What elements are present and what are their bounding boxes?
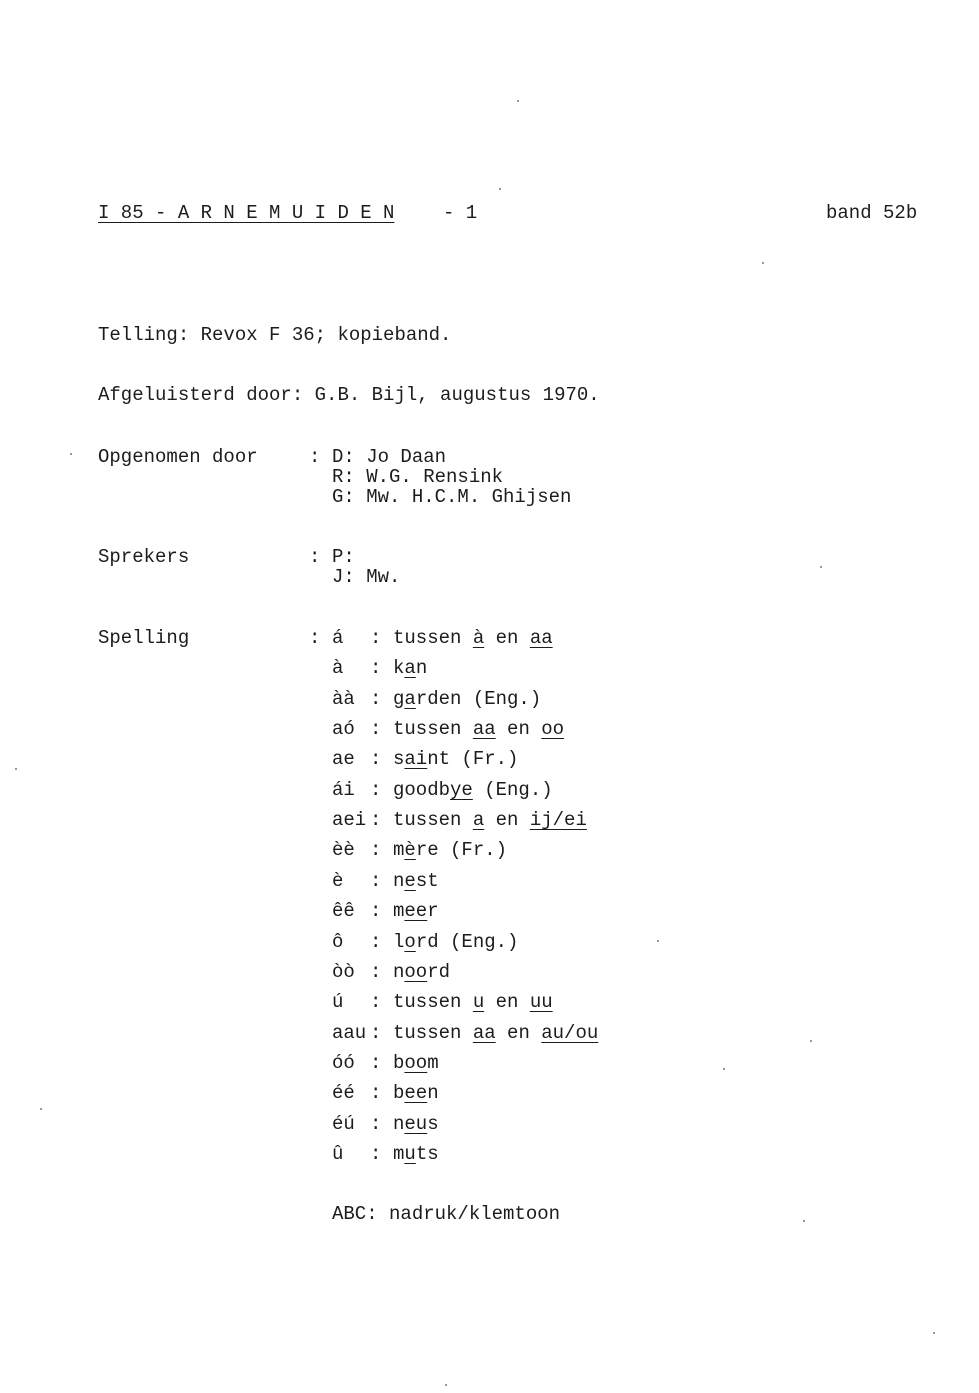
spelling-example bbox=[393, 1053, 439, 1073]
example-text: m bbox=[393, 900, 405, 922]
underlined-sound: aa bbox=[472, 718, 496, 740]
underlined-sound: à bbox=[472, 627, 485, 649]
example-text: (Eng.) bbox=[472, 779, 553, 801]
spelling-example bbox=[393, 780, 553, 800]
scan-speck bbox=[40, 1108, 42, 1110]
example-text: en bbox=[484, 809, 530, 831]
scan-speck bbox=[499, 188, 501, 190]
spelling-example bbox=[393, 658, 427, 678]
example-text: b bbox=[393, 1082, 405, 1104]
spelling-example bbox=[393, 871, 439, 891]
example-text: k bbox=[393, 657, 405, 679]
underlined-sound: è bbox=[404, 839, 416, 861]
spelling-colon: : bbox=[309, 627, 321, 649]
spelling-separator: : bbox=[370, 931, 382, 953]
spelling-symbol: è bbox=[332, 870, 344, 892]
example-text: nt (Fr.) bbox=[427, 748, 519, 770]
underlined-sound: a bbox=[404, 688, 416, 710]
underlined-sound: au/ou bbox=[541, 1022, 599, 1044]
spelling-separator: : bbox=[370, 627, 382, 649]
afgeluisterd-line: Afgeluisterd door: G.B. Bijl, augustus 1970. bbox=[98, 384, 600, 406]
spelling-symbol: ái bbox=[332, 779, 355, 801]
underlined-sound: u bbox=[404, 1143, 416, 1165]
scan-speck bbox=[723, 1068, 725, 1070]
example-text: goodb bbox=[393, 779, 451, 801]
example-text: tussen bbox=[393, 718, 473, 740]
example-text: n bbox=[393, 961, 405, 983]
underlined-sound: a bbox=[404, 657, 416, 679]
spelling-example bbox=[393, 962, 450, 982]
spelling-example bbox=[393, 1023, 598, 1043]
sprekers-colon: : bbox=[309, 546, 321, 568]
spelling-example bbox=[393, 749, 518, 769]
spelling-footer: ABC: nadruk/klemtoon bbox=[332, 1203, 561, 1225]
spelling-separator: : bbox=[370, 900, 382, 922]
scan-speck bbox=[70, 453, 72, 455]
example-text: en bbox=[495, 718, 542, 740]
spelling-symbol: û bbox=[332, 1143, 344, 1165]
spelling-example bbox=[393, 992, 553, 1012]
opgenomen-line-r: R: W.G. Rensink bbox=[332, 466, 504, 488]
example-text: r bbox=[427, 900, 439, 922]
spreker-j: J: Mw. bbox=[332, 566, 401, 588]
spelling-separator: : bbox=[370, 748, 382, 770]
spelling-symbol: ae bbox=[332, 748, 355, 770]
spelling-symbol: éé bbox=[332, 1082, 355, 1104]
spelling-separator: : bbox=[370, 779, 382, 801]
underlined-sound: a bbox=[472, 809, 485, 831]
example-text: m bbox=[393, 839, 405, 861]
example-text: en bbox=[495, 1022, 542, 1044]
example-text: tussen bbox=[393, 627, 473, 649]
example-text: rden (Eng.) bbox=[415, 688, 542, 710]
example-text: tussen bbox=[393, 809, 473, 831]
spelling-separator: : bbox=[370, 1143, 382, 1165]
telling-line: Telling: Revox F 36; kopieband. bbox=[98, 324, 452, 346]
spelling-example bbox=[393, 1144, 439, 1164]
opgenomen-colon: : bbox=[309, 446, 321, 468]
spelling-symbol: ú bbox=[332, 991, 344, 1013]
opgenomen-line-g: G: Mw. H.C.M. Ghijsen bbox=[332, 486, 572, 508]
spelling-separator: : bbox=[370, 809, 382, 831]
spelling-separator: : bbox=[370, 1052, 382, 1074]
spelling-example bbox=[393, 932, 518, 952]
spelling-example bbox=[393, 810, 587, 830]
example-text: n bbox=[427, 1082, 439, 1104]
spelling-symbol: èè bbox=[332, 839, 355, 861]
spelling-symbol: óó bbox=[332, 1052, 355, 1074]
spelling-symbol: ô bbox=[332, 931, 344, 953]
underlined-sound: ai bbox=[404, 748, 428, 770]
spelling-separator: : bbox=[370, 1022, 382, 1044]
example-text: g bbox=[393, 688, 405, 710]
spelling-example bbox=[393, 628, 553, 648]
example-text: b bbox=[393, 1052, 405, 1074]
document-title: I 85 - A R N E M U I D E N bbox=[98, 202, 395, 224]
example-text: l bbox=[393, 931, 405, 953]
example-text: rd bbox=[427, 961, 451, 983]
underlined-sound: ij/ei bbox=[529, 809, 587, 831]
spelling-separator: : bbox=[370, 991, 382, 1013]
example-text: re (Fr.) bbox=[415, 839, 508, 861]
spelling-example bbox=[393, 840, 507, 860]
underlined-sound: uu bbox=[529, 991, 553, 1013]
spelling-example bbox=[393, 689, 541, 709]
underlined-sound: oo bbox=[541, 718, 565, 740]
example-text: m bbox=[427, 1052, 439, 1074]
spelling-symbol: aei bbox=[332, 809, 367, 831]
spelling-separator: : bbox=[370, 1082, 382, 1104]
scan-speck bbox=[933, 1332, 935, 1334]
opgenomen-label: Opgenomen door bbox=[98, 446, 258, 468]
spelling-symbol: êê bbox=[332, 900, 355, 922]
example-text: n bbox=[393, 1113, 405, 1135]
underlined-sound: oo bbox=[404, 961, 428, 983]
sprekers-label: Sprekers bbox=[98, 546, 190, 568]
spelling-separator: : bbox=[370, 839, 382, 861]
example-text: m bbox=[393, 1143, 405, 1165]
underlined-sound: aa bbox=[472, 1022, 496, 1044]
example-text: s bbox=[393, 748, 405, 770]
spelling-separator: : bbox=[370, 1113, 382, 1135]
band-number: band 52b bbox=[826, 202, 918, 224]
document-title-suffix: - 1 bbox=[443, 202, 478, 224]
scan-speck bbox=[517, 100, 519, 102]
scan-speck bbox=[810, 1040, 812, 1042]
example-text: rd (Eng.) bbox=[415, 931, 519, 953]
underlined-sound: ye bbox=[450, 779, 473, 801]
example-text: st bbox=[415, 870, 439, 892]
spelling-symbol: aó bbox=[332, 718, 355, 740]
spelling-separator: : bbox=[370, 718, 382, 740]
spelling-symbol: àà bbox=[332, 688, 355, 710]
example-text: ts bbox=[415, 1143, 439, 1165]
underlined-sound: o bbox=[404, 931, 416, 953]
example-text: n bbox=[415, 657, 428, 679]
scan-speck bbox=[445, 1384, 447, 1386]
spelling-symbol: aau bbox=[332, 1022, 367, 1044]
spelling-separator: : bbox=[370, 657, 382, 679]
spelling-separator: : bbox=[370, 961, 382, 983]
scan-speck bbox=[803, 1220, 805, 1222]
underlined-sound: e bbox=[404, 870, 416, 892]
spelling-label: Spelling bbox=[98, 627, 190, 649]
underlined-sound: oo bbox=[404, 1052, 428, 1074]
spelling-symbol: à bbox=[332, 657, 344, 679]
example-text: n bbox=[393, 870, 405, 892]
spelling-example bbox=[393, 901, 439, 921]
scan-speck bbox=[820, 566, 822, 568]
spelling-example bbox=[393, 1114, 439, 1134]
underlined-sound: u bbox=[472, 991, 485, 1013]
scan-speck bbox=[15, 768, 17, 770]
underlined-sound: ee bbox=[404, 900, 428, 922]
example-text: s bbox=[427, 1113, 439, 1135]
spelling-example bbox=[393, 719, 564, 739]
spelling-separator: : bbox=[370, 870, 382, 892]
scan-speck bbox=[657, 940, 659, 942]
underlined-sound: ee bbox=[404, 1082, 428, 1104]
spelling-symbol: éú bbox=[332, 1113, 355, 1135]
spreker-p: P: bbox=[332, 546, 355, 568]
example-text: en bbox=[484, 991, 530, 1013]
opgenomen-line-d: D: Jo Daan bbox=[332, 446, 447, 468]
underlined-sound: aa bbox=[529, 627, 553, 649]
spelling-symbol: á bbox=[332, 627, 344, 649]
example-text: tussen bbox=[393, 991, 473, 1013]
spelling-example bbox=[393, 1083, 439, 1103]
example-text: en bbox=[484, 627, 530, 649]
spelling-symbol: òò bbox=[332, 961, 355, 983]
spelling-separator: : bbox=[370, 688, 382, 710]
scan-speck bbox=[762, 262, 764, 264]
example-text: tussen bbox=[393, 1022, 473, 1044]
underlined-sound: eu bbox=[404, 1113, 428, 1135]
